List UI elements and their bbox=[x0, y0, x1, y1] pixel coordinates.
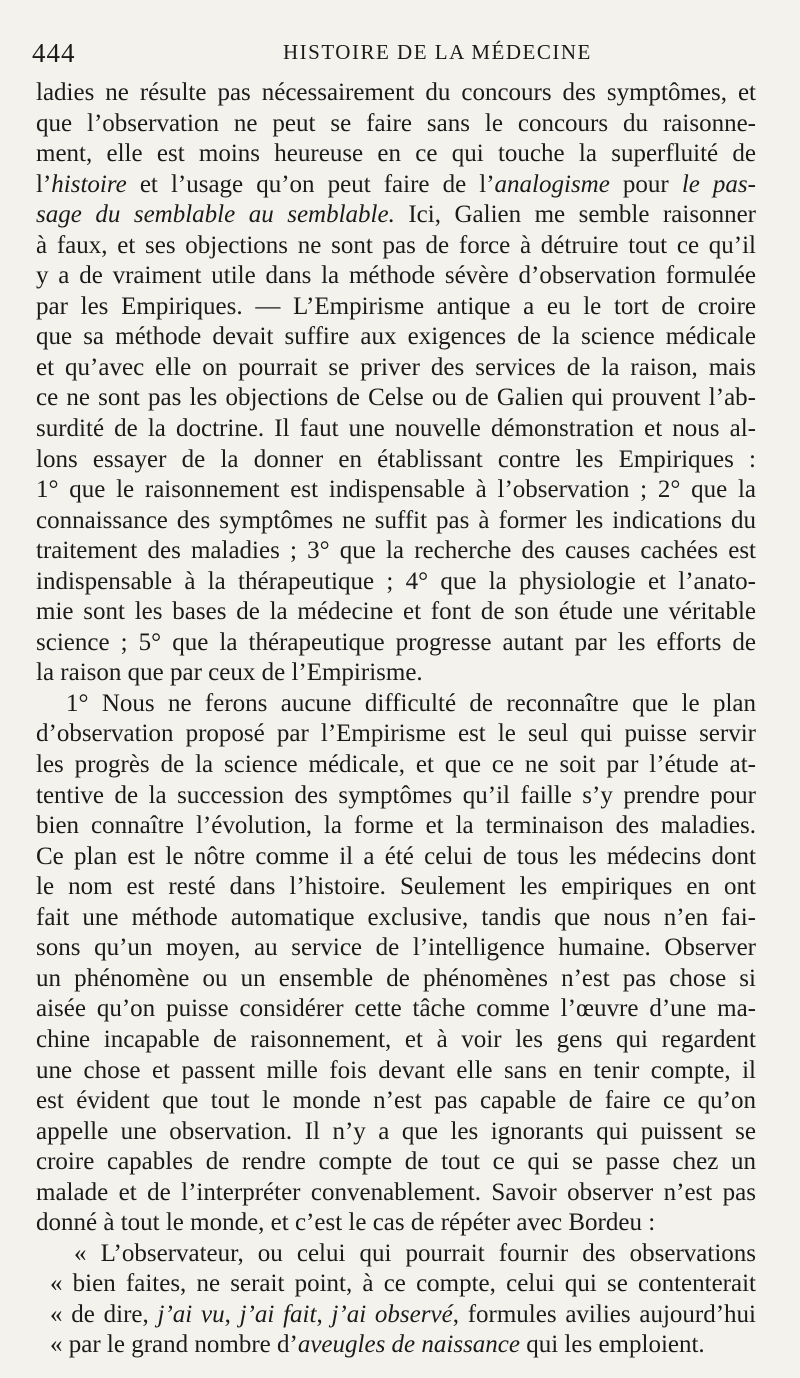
text-line bbox=[36, 78, 756, 109]
italic-text: sage du semblable au semblable. bbox=[36, 201, 395, 229]
page-header bbox=[28, 38, 768, 72]
text-run: ce ne sont pas les objections de Celse ou de Galien qui prouvent l’ab- bbox=[36, 384, 756, 412]
text-line bbox=[36, 658, 756, 689]
text-run: l’ bbox=[36, 170, 52, 198]
text-line bbox=[36, 414, 756, 445]
text-run: et l’usage qu’on peut faire de l’ bbox=[126, 170, 495, 198]
text-run: fait une méthode automatique exclusive, tandis que nous n’en fai- bbox=[36, 903, 756, 931]
text-line bbox=[36, 445, 756, 476]
text-line bbox=[36, 322, 756, 353]
text-run: « L’observateur, ou celui qui pourrait fournir des observations bbox=[74, 1239, 756, 1267]
text-line bbox=[36, 200, 756, 231]
text-run: chine incapable de raisonnement, et à voir les gens qui regardent bbox=[36, 1025, 756, 1053]
running-title: HISTOIRE DE LA MÉDECINE bbox=[283, 40, 592, 64]
text-run: par les Empiriques. — L’Empirisme antique a eu le tort de croire bbox=[36, 292, 756, 320]
text-run: appelle une observation. Il n’y a que les ignorants qui puissent se bbox=[36, 1117, 756, 1145]
text-run: la raison que par ceux de l’Empirisme. bbox=[36, 659, 423, 687]
italic-text: histoire bbox=[51, 170, 127, 198]
text-run: , formules avilies aujourd’hui bbox=[452, 1300, 756, 1328]
text-run: tentive de la succession des symptômes qu’il faille s’y prendre pour bbox=[36, 781, 756, 809]
text-run: 1° que le raisonnement est indispensable à l’observation ; 2° que la bbox=[36, 476, 756, 504]
text-run: que l’observation ne peut se faire sans le concours du raisonne- bbox=[36, 109, 756, 137]
text-run: y a de vraiment utile dans la méthode sévère d’observation formulée bbox=[36, 262, 756, 290]
text-line bbox=[36, 1056, 756, 1087]
text-run: et qu’avec elle on pourrait se priver des services de la raison, mais bbox=[36, 353, 756, 381]
text-run: d’observation proposé par l’Empirisme est le seul qui puisse servir bbox=[36, 720, 756, 748]
text-run: mie sont les bases de la médecine et font de son étude une véritable bbox=[36, 598, 756, 626]
text-run: aisée qu’on puisse considérer cette tâche comme l’œuvre d’une ma- bbox=[36, 995, 756, 1023]
text-run: à faux, et ses objections ne sont pas de force à détruire tout ce qu’il bbox=[36, 231, 756, 259]
text-line bbox=[36, 994, 756, 1025]
text-line bbox=[36, 872, 756, 903]
text-line bbox=[36, 1330, 756, 1361]
text-line bbox=[36, 475, 756, 506]
text-line bbox=[36, 628, 756, 659]
text-run: pour bbox=[609, 170, 682, 198]
italic-text: j’ai fait bbox=[239, 1300, 317, 1328]
text-run: lons essayer de la donner en établissant contre les Empiriques : bbox=[36, 445, 756, 473]
text-line bbox=[36, 261, 756, 292]
text-run: que sa méthode devait suffire aux exigences de la science médicale bbox=[36, 323, 756, 351]
text-run: donné à tout le monde, et c’est le cas de répéter avec Bordeu : bbox=[36, 1209, 656, 1237]
text-line bbox=[36, 1117, 756, 1148]
text-line bbox=[36, 506, 756, 537]
page-body-text bbox=[36, 78, 756, 1361]
text-line bbox=[36, 811, 756, 842]
text-line bbox=[36, 719, 756, 750]
italic-text: j’ai observé bbox=[331, 1300, 453, 1328]
text-run: « de dire, bbox=[50, 1300, 158, 1328]
text-line bbox=[36, 1269, 756, 1300]
text-run: le nom est resté dans l’histoire. Seulement les empiriques en ont bbox=[36, 873, 756, 901]
text-line bbox=[36, 353, 756, 384]
text-line bbox=[36, 231, 756, 262]
text-run: qui les emploient. bbox=[519, 1331, 705, 1359]
text-run: ladies ne résulte pas nécessairement du concours des symptômes, et bbox=[36, 79, 756, 106]
text-run: Ici, Galien me semble raisonner bbox=[394, 201, 756, 229]
italic-text: le pas- bbox=[681, 170, 756, 198]
text-line bbox=[36, 109, 756, 140]
text-run: , bbox=[224, 1300, 240, 1328]
text-line bbox=[36, 536, 756, 567]
text-line bbox=[36, 383, 756, 414]
text-run: sons qu’un moyen, au service de l’intelligence humaine. Observer bbox=[36, 934, 756, 962]
page-number: 444 bbox=[32, 38, 76, 68]
text-run: , bbox=[316, 1300, 332, 1328]
text-run: 1° Nous ne ferons aucune difficulté de reconnaître que le plan bbox=[66, 689, 756, 717]
text-line bbox=[36, 1178, 756, 1209]
text-line bbox=[36, 781, 756, 812]
text-run: un phénomène ou un ensemble de phénomènes n’est pas chose si bbox=[36, 964, 756, 992]
text-run: est évident que tout le monde n’est pas capable de faire ce qu’on bbox=[36, 1087, 756, 1115]
text-line bbox=[36, 1208, 756, 1239]
text-run: « bien faites, ne serait point, à ce compte, celui qui se contenterait bbox=[50, 1270, 756, 1298]
text-run: une chose et passent mille fois devant elle sans en tenir compte, il bbox=[36, 1056, 756, 1084]
text-line bbox=[36, 1086, 756, 1117]
text-line bbox=[36, 1025, 756, 1056]
italic-text: analogisme bbox=[494, 170, 610, 198]
text-line bbox=[36, 1239, 756, 1270]
text-run: Ce plan est le nôtre comme il a été celui de tous les médecins dont bbox=[36, 842, 756, 870]
text-line bbox=[36, 567, 756, 598]
text-run: science ; 5° que la thérapeutique progresse autant par les efforts de bbox=[36, 628, 756, 656]
text-run: surdité de la doctrine. Il faut une nouvelle démonstration et nous al- bbox=[36, 415, 756, 443]
text-line bbox=[36, 170, 756, 201]
text-run: bien connaître l’évolution, la forme et la terminaison des maladies. bbox=[36, 812, 756, 840]
text-run: ment, elle est moins heureuse en ce qui touche la superfluité de bbox=[36, 140, 756, 168]
text-line bbox=[36, 750, 756, 781]
text-line bbox=[36, 1147, 756, 1178]
text-line bbox=[36, 964, 756, 995]
text-line bbox=[36, 139, 756, 170]
text-line bbox=[36, 933, 756, 964]
text-run: les progrès de la science médicale, et que ce ne soit par l’étude at- bbox=[36, 751, 756, 779]
text-run: croire capables de rendre compte de tout ce qui se passe chez un bbox=[36, 1148, 756, 1176]
text-run: traitement des maladies ; 3° que la recherche des causes cachées est bbox=[36, 537, 756, 565]
italic-text: aveugles de naissance bbox=[297, 1331, 520, 1359]
text-line bbox=[36, 292, 756, 323]
italic-text: j’ai vu bbox=[157, 1300, 225, 1328]
text-run: indispensable à la thérapeutique ; 4° que la physiologie et l’anato- bbox=[36, 567, 756, 595]
text-run: connaissance des symptômes ne suffit pas à former les indications du bbox=[36, 506, 756, 534]
text-line bbox=[36, 597, 756, 628]
text-line bbox=[36, 689, 756, 720]
text-line bbox=[36, 1300, 756, 1331]
text-line bbox=[36, 842, 756, 873]
text-line bbox=[36, 903, 756, 934]
text-run: malade et de l’interpréter convenablement. Savoir observer n’est pas bbox=[36, 1178, 756, 1206]
text-run: « par le grand nombre d’ bbox=[50, 1331, 298, 1359]
